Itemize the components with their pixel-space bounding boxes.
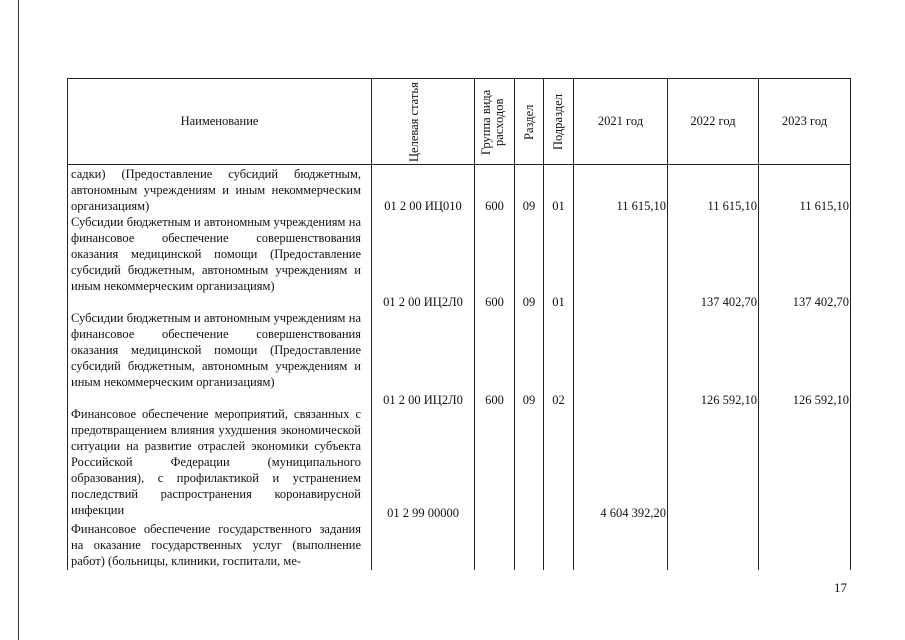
- row-4-description: Финансовое обеспечение мероприятий, связанных с предотвращением влияния ухудшения экономической ситуации на развитие отраслей экономики субъекта Российской Федерации (муниципального образования), с профилактикой и устранением последствий распространения коронавирусной инфекции: [71, 407, 361, 517]
- header-section: Раздел: [521, 103, 536, 140]
- row-1-2023: 11 615,10: [799, 199, 849, 213]
- row-1-code: 01 2 00 ИЦ010: [384, 199, 462, 213]
- row-4-2021: 4 604 392,20: [600, 506, 666, 520]
- row-1-2021: 11 615,10: [616, 199, 666, 213]
- row-1-description: садки) (Предоставление субсидий бюджетным, автономным учреждениям и иным некоммерческим организациям): [71, 167, 361, 213]
- page-edge-line: [18, 0, 19, 640]
- page-number: 17: [834, 580, 847, 595]
- row-3-code: 01 2 00 ИЦ2Л0: [383, 393, 463, 407]
- row-3-subsection: 02: [552, 393, 565, 407]
- row-2-code: 01 2 00 ИЦ2Л0: [383, 295, 463, 309]
- row-3-description: Субсидии бюджетным и автономным учреждениям на финансовое обеспечение совершенствования оказания медицинской помощи (Предоставление субсидий бюджетным, автономным учреждениям и иным некоммерческим организациям): [71, 311, 361, 389]
- header-subsection: Подраздел: [551, 93, 565, 150]
- row-4-code: 01 2 99 00000: [387, 506, 459, 520]
- header-target-article: Целевая статья: [407, 81, 421, 162]
- row-3-2023: 126 592,10: [792, 393, 849, 407]
- row-1-subsection: 01: [552, 199, 565, 213]
- row-2-2022: 137 402,70: [700, 295, 757, 309]
- row-5-description: Финансовое обеспечение государственного задания на оказание государственных услуг (выполнение работ) (больницы, клиники, госпитали, ме-: [71, 522, 361, 568]
- row-3-2022: 126 592,10: [700, 393, 757, 407]
- header-name: Наименование: [180, 114, 259, 128]
- header-2023: 2023 год: [781, 114, 828, 128]
- header-2021: 2021 год: [597, 114, 644, 128]
- row-2-section: 09: [522, 295, 536, 309]
- row-3-section: 09: [522, 393, 536, 407]
- row-1-section: 09: [522, 199, 536, 213]
- row-2-2023: 137 402,70: [792, 295, 849, 309]
- row-3-group: 600: [485, 393, 504, 407]
- row-1-group: 600: [485, 199, 504, 213]
- header-expense-group: Группа вида расходов: [478, 88, 506, 155]
- header-2022: 2022 год: [690, 114, 736, 128]
- row-2-description: Субсидии бюджетным и автономным учреждениям на финансовое обеспечение совершенствования оказания медицинской помощи (Предоставление субсидий бюджетным, автономным учреждениям и иным некоммерческим организациям): [71, 215, 361, 293]
- row-1-2022: 11 615,10: [707, 199, 757, 213]
- row-2-group: 600: [485, 295, 504, 309]
- row-2-subsection: 01: [552, 295, 565, 309]
